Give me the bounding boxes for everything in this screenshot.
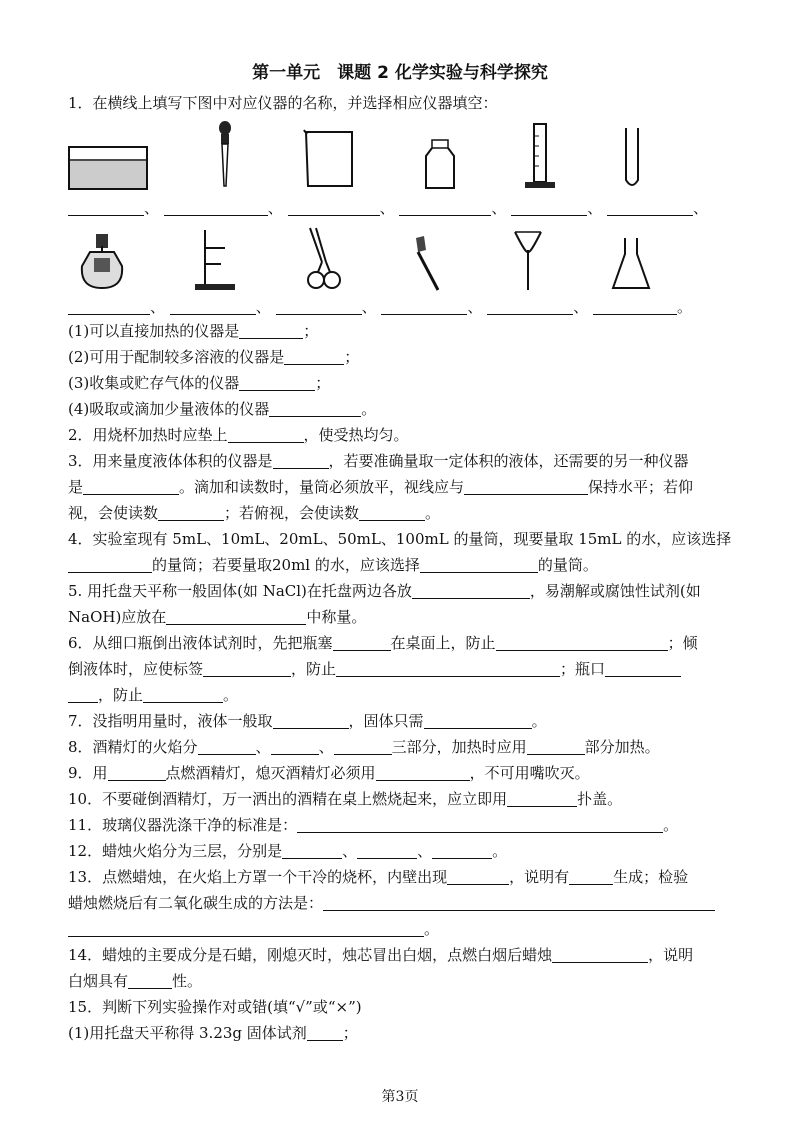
apparatus-row-1 xyxy=(68,118,736,190)
answer-blank[interactable] xyxy=(334,739,392,755)
test-tube-icon xyxy=(622,126,642,190)
answer-blank[interactable] xyxy=(569,869,613,885)
answer-blank[interactable] xyxy=(273,713,349,729)
answer-blank[interactable] xyxy=(166,609,306,625)
answer-blank[interactable] xyxy=(164,200,268,216)
funnel-icon xyxy=(513,228,543,292)
answer-blank[interactable] xyxy=(487,299,573,315)
answer-blank[interactable] xyxy=(282,843,342,859)
answer-blank[interactable] xyxy=(284,349,344,365)
graduated-cylinder-icon xyxy=(523,122,557,190)
answer-blank[interactable] xyxy=(593,299,677,315)
dropper-icon xyxy=(213,120,237,190)
answer-blank[interactable] xyxy=(464,479,588,495)
q15-stem: 15．判断下列实验操作对或错(填“√”或“×”) xyxy=(68,998,362,1016)
answer-blank[interactable] xyxy=(359,505,425,521)
trough-icon xyxy=(68,146,148,190)
q2: 2．用烧杯加热时应垫上 ，使受热均匀。 xyxy=(68,426,409,444)
answer-blank[interactable] xyxy=(68,557,152,573)
q1-stem: 1．在横线上填写下图中对应仪器的名称，并选择相应仪器填空： xyxy=(68,94,498,112)
q7: 7．没指明用量时，液体一般取 ，固体只需 。 xyxy=(68,712,547,730)
q6-line-1: 6．从细口瓶倒出液体试剂时，先把瓶塞 在桌面上，防止 ；倾 xyxy=(68,634,698,652)
q15-sub-1: (1)用托盘天平称得 3.23g 固体试剂 ； xyxy=(68,1024,358,1042)
answer-blank[interactable] xyxy=(447,869,509,885)
answer-blank[interactable] xyxy=(507,791,577,807)
answer-blank[interactable] xyxy=(607,200,693,216)
q13-line-2: 蜡烛燃烧后有二氧化碳生成的方法是： xyxy=(68,893,736,913)
answer-blank[interactable] xyxy=(239,323,303,339)
answer-blank[interactable] xyxy=(307,1025,343,1041)
crucible-tongs-icon xyxy=(304,226,344,292)
answer-blank[interactable] xyxy=(158,505,224,521)
q5-line-2: NaOH)应放在 中称量。 xyxy=(68,608,367,626)
answer-blank[interactable] xyxy=(376,765,470,781)
q4-line-2: 的量筒；若要量取20ml 的水，应该选择 的量筒。 xyxy=(68,555,736,575)
answer-blank[interactable] xyxy=(170,299,256,315)
apparatus-row-2 xyxy=(68,222,736,292)
q5-line-1: 5. 用托盘天平称一般固体(如 NaCl)在托盘两边各放 ，易潮解或腐蚀性试剂(如 xyxy=(68,582,701,600)
answer-blank[interactable] xyxy=(336,661,560,677)
answer-blank[interactable] xyxy=(381,299,467,315)
q1-sub-1: (1)可以直接加热的仪器是 ； xyxy=(68,322,319,340)
answer-blank[interactable] xyxy=(239,375,315,391)
answer-blank[interactable] xyxy=(276,299,362,315)
apparatus-blanks-row-1: 、 、 、 、 、 、 xyxy=(68,198,736,218)
answer-blank[interactable] xyxy=(269,401,361,417)
answer-blank[interactable] xyxy=(108,765,166,781)
iron-stand-icon xyxy=(193,228,237,292)
answer-blank[interactable] xyxy=(333,635,391,651)
beaker-icon xyxy=(302,128,358,190)
answer-blank[interactable] xyxy=(203,661,291,677)
answer-blank[interactable] xyxy=(605,661,681,677)
answer-blank[interactable] xyxy=(198,739,256,755)
answer-blank[interactable] xyxy=(399,200,491,216)
q12: 12．蜡烛火焰分为三层，分别是 、 、 。 xyxy=(68,842,508,860)
q9: 9．用 点燃酒精灯，熄灭酒精灯必须用 ，不可用嘴吹灭。 xyxy=(68,764,590,782)
answer-blank[interactable] xyxy=(297,817,663,833)
medicine-spoon-icon xyxy=(410,234,446,292)
answer-blank[interactable] xyxy=(83,479,179,495)
answer-blank[interactable] xyxy=(552,947,648,963)
answer-blank[interactable] xyxy=(288,200,380,216)
q4-line-1: 4．实验室现有 5mL、10mL、20mL、50mL、100mL 的量筒，现要量取 15mL 的水，应该选择 xyxy=(68,530,732,548)
q3-line-2: 是 。滴加和读数时，量筒必须放平，视线应与 保持水平；若仰 xyxy=(68,478,694,496)
answer-blank[interactable] xyxy=(271,739,319,755)
page-title: 第一单元 课题 2 化学实验与科学探究 xyxy=(252,63,548,83)
answer-blank[interactable] xyxy=(432,843,492,859)
answer-blank[interactable] xyxy=(323,895,715,911)
answer-blank[interactable] xyxy=(424,713,532,729)
answer-blank[interactable] xyxy=(412,583,530,599)
answer-blank[interactable] xyxy=(68,200,144,216)
q3-line-3: 视，会使读数 ；若俯视，会使读数 。 xyxy=(68,504,441,522)
gas-jar-icon xyxy=(422,138,458,190)
answer-blank[interactable] xyxy=(68,687,98,703)
answer-blank[interactable] xyxy=(68,299,150,315)
q1-sub-2: (2)可用于配制较多溶液的仪器是 ； xyxy=(68,348,360,366)
q6-line-2: 倒液体时，应使标签 ，防止 ；瓶口 xyxy=(68,659,736,679)
page-number: 第3页 xyxy=(381,1089,419,1105)
q1-sub-4: (4)吸取或滴加少量液体的仪器 。 xyxy=(68,400,377,418)
q6-line-3: ，防止 。 xyxy=(68,685,736,705)
answer-blank[interactable] xyxy=(128,973,172,989)
q3-line-1: 3．用来量度液体体积的仪器是 ，若要准确量取一定体积的液体，还需要的另一种仪器 xyxy=(68,452,689,470)
q14-line-1: 14．蜡烛的主要成分是石蜡，刚熄灭时，烛芯冒出白烟，点燃白烟后蜡烛 ，说明 xyxy=(68,946,694,964)
q13-line-1: 13．点燃蜡烛，在火焰上方罩一个干冷的烧杯，内壁出现 ，说明有 生成；检验 xyxy=(68,868,689,886)
q1-sub-3: (3)收集或贮存气体的仪器 ； xyxy=(68,374,331,392)
q14-line-2: 白烟具有 性。 xyxy=(68,972,203,990)
answer-blank[interactable] xyxy=(273,453,329,469)
answer-blank[interactable] xyxy=(68,921,424,937)
q8: 8．酒精灯的火焰分 、 、 三部分，加热时应用 部分加热。 xyxy=(68,738,660,756)
apparatus-blanks-row-2: 、 、 、 、 、 。 xyxy=(68,297,736,317)
answer-blank[interactable] xyxy=(527,739,585,755)
q10: 10．不要碰倒酒精灯，万一洒出的酒精在桌上燃烧起来，应立即用 扑盖。 xyxy=(68,790,623,808)
answer-blank[interactable] xyxy=(228,427,304,443)
q13-line-3: 。 xyxy=(68,919,736,939)
answer-blank[interactable] xyxy=(143,687,223,703)
answer-blank[interactable] xyxy=(511,200,587,216)
answer-blank[interactable] xyxy=(496,635,668,651)
alcohol-lamp-icon xyxy=(78,232,126,292)
q11: 11．玻璃仪器洗涤干净的标准是： 。 xyxy=(68,816,679,834)
answer-blank[interactable] xyxy=(420,557,538,573)
answer-blank[interactable] xyxy=(357,843,417,859)
conical-flask-icon xyxy=(610,236,652,292)
